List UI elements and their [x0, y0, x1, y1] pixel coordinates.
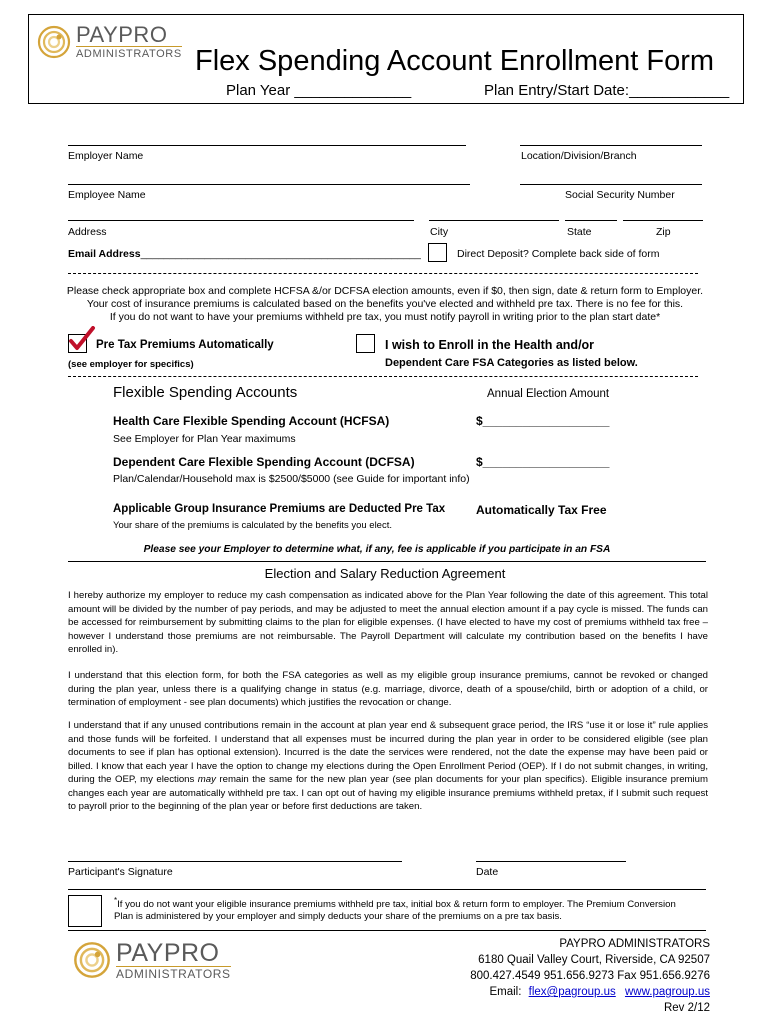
dcfsa-sub: Plan/Calendar/Household max is $2500/$5000 (see Guide for important info): [113, 473, 470, 485]
city-label: City: [430, 226, 449, 238]
plan-entry-date: Plan Entry/Start Date:____________: [484, 82, 730, 99]
email-label-text: Email Address: [68, 248, 141, 260]
hcfsa-sub: See Employer for Plan Year maximums: [113, 433, 296, 445]
employer-name-label: Employer Name: [68, 150, 144, 162]
city-line[interactable]: [429, 220, 559, 221]
hcfsa-label: Health Care Flexible Spending Account (HCFSA): [113, 414, 390, 428]
address-line[interactable]: [68, 220, 414, 221]
checkmark-icon: [68, 326, 96, 352]
contact-name: PAYPRO ADMINISTRATORS: [559, 938, 710, 950]
agreement-p3-b: remain the same for the new plan year (see plan documents for your plan specifics). Eligible insurance premium changes each year are automatically withheld pre tax. I can opt out of having my eligible insurance premiums withheld pretax, if I submit such request to payroll prior to the beginning of the plan year or before first deductions are taken.: [68, 774, 708, 812]
ssn-line[interactable]: [520, 184, 702, 185]
agreement-p3-em: may: [197, 774, 216, 785]
divider-2: [68, 376, 698, 377]
direct-deposit-label: Direct Deposit? Complete back side of form: [457, 248, 660, 260]
email-link[interactable]: flex@pagroup.us: [528, 986, 616, 998]
agreement-p2: I understand that this election form, for both the FSA categories as well as my eligible group insurance premiums, cannot be revoked or changed during the plan year, unless there is a qualifying change in status (e.g. marriage, divorce, death of a spouse/child, birth or adoption of a child, or termination of employment - see plan documents) which justifies the revocation or change.: [68, 670, 708, 708]
website-link[interactable]: www.pagroup.us: [624, 986, 710, 998]
employee-name-label: Employee Name: [68, 189, 146, 201]
zip-line[interactable]: [623, 220, 703, 221]
divider-5: [68, 930, 706, 931]
enroll-checkbox[interactable]: [356, 334, 375, 353]
logo-bottom-brand: PAYPRO: [116, 939, 220, 967]
swirl-logo-bottom-icon: [72, 940, 112, 980]
dcfsa-amount[interactable]: $___________________: [476, 455, 610, 469]
instruction-3: If you do not want to have your premiums withheld pre tax, you must notify payroll in writing prior to the plan start date*: [109, 311, 661, 323]
contact-block: [470, 936, 710, 1016]
divider-4: [68, 889, 706, 890]
opt-out-initial-box[interactable]: [68, 895, 102, 927]
footnote-line-1: [114, 896, 676, 910]
paypro-logo-top: [36, 24, 182, 60]
employer-name-line[interactable]: [68, 145, 466, 146]
address-label: Address: [68, 226, 107, 238]
dcfsa-label: Dependent Care Flexible Spending Account (DCFSA): [113, 455, 415, 469]
zip-label: Zip: [656, 226, 671, 238]
paypro-logo-bottom: [72, 940, 231, 980]
state-line[interactable]: [565, 220, 617, 221]
logo-sub: ADMINISTRATORS: [76, 48, 182, 60]
date-label: Date: [476, 866, 499, 878]
agreement-p3: [68, 719, 708, 814]
enroll-label-1: I wish to Enroll in the Health and/or: [385, 338, 595, 352]
logo-brand: PAYPRO: [76, 22, 168, 47]
employee-name-line[interactable]: [68, 184, 470, 185]
divider-3: [68, 561, 706, 562]
fsa-heading: Flexible Spending Accounts: [113, 384, 298, 401]
group-premiums-sub: Your share of the premiums is calculated by the benefits you elect.: [113, 520, 392, 531]
signature-line[interactable]: [68, 861, 402, 862]
instruction-1: Please check appropriate box and complete HCFSA &/or DCFSA election amounts, even if $0, then sign, date & return form to Employer.: [66, 285, 704, 297]
enroll-label-2: Dependent Care FSA Categories as listed below.: [385, 357, 638, 369]
pretax-sub: (see employer for specifics): [68, 359, 194, 370]
state-label: State: [567, 226, 592, 238]
logo-bottom-sub: ADMINISTRATORS: [116, 967, 231, 981]
email-label-footer: Email:: [489, 986, 522, 998]
agreement-title: Election and Salary Reduction Agreement: [264, 566, 506, 581]
group-premiums-label: Applicable Group Insurance Premiums are Deducted Pre Tax: [113, 503, 446, 515]
ssn-label: Social Security Number: [565, 189, 675, 201]
agreement-p3-a: I understand that if any unused contributions remain in the account at plan year end & subsequent grace period, the IRS “use it or lose it” rule applies and those funds will be forfeited. I understand that all expenses must be incurred during the plan year in order to be considered eligible (see plan documents to see if plan has optional extension). Incurred is the date the services were rendered, not the date the expense may have been paid or billed. I know that each year I have the option to change my elections during the Open Enrollment Period (OEP). If I do not submit changes, in writing, during the OEP, my elections: [68, 720, 708, 785]
email-label: [68, 248, 421, 260]
contact-address: 6180 Quail Valley Court, Riverside, CA 92507: [478, 954, 710, 966]
revision: Rev 2/12: [663, 1002, 710, 1014]
location-label: Location/Division/Branch: [521, 150, 637, 162]
contact-phones: 800.427.4549 951.656.9273 Fax 951.656.9276: [470, 970, 710, 982]
page-title: Flex Spending Account Enrollment Form: [195, 45, 715, 77]
divider-1: [68, 273, 698, 274]
direct-deposit-checkbox[interactable]: [428, 243, 447, 262]
email-line[interactable]: ________________________________________________: [140, 248, 421, 260]
agreement-p1: I hereby authorize my employer to reduce my cash compensation as indicated above for the Plan Year following the date of this agreement. This total amount will be divided by the number of pay periods, and may be adjusted to meet the annual election amount if a pay cycle is missed. The funds can be accessed for reimbursement by submitting claims to the plan for eligible expenses. (I have elected to have my cost of premiums withheld tax free – however I understand those premiums are not reimbursable. The Payroll Department will calculate my contribution based on the benefits I have enrolled in).: [68, 590, 708, 655]
contact-links: [470, 984, 710, 1000]
location-line[interactable]: [520, 145, 702, 146]
plan-year: Plan Year ______________: [226, 82, 412, 99]
annual-election-label: Annual Election Amount: [487, 388, 610, 400]
swirl-logo-icon: [36, 24, 72, 60]
footnote-star: *: [114, 896, 118, 905]
date-line[interactable]: [476, 861, 626, 862]
pretax-label: Pre Tax Premiums Automatically: [96, 339, 274, 351]
signature-label: Participant's Signature: [68, 866, 173, 878]
footnote-line-2: Plan is administered by your employer and simply deducts your share of the premiums on a pre tax basis.: [114, 911, 562, 922]
instruction-2: Your cost of insurance premiums is calculated based on the benefits you've elected and withheld pre tax. There is no fee for this.: [86, 298, 684, 310]
tax-free-label: Automatically Tax Free: [476, 503, 607, 517]
hcfsa-amount[interactable]: $___________________: [476, 414, 610, 428]
footnote-line-1-text: If you do not want your eligible insurance premiums withheld pre tax, initial box & return form to employer. The Premium Conversion: [117, 899, 676, 911]
fee-note: Please see your Employer to determine what, if any, fee is applicable if you participate in an FSA: [143, 544, 611, 555]
